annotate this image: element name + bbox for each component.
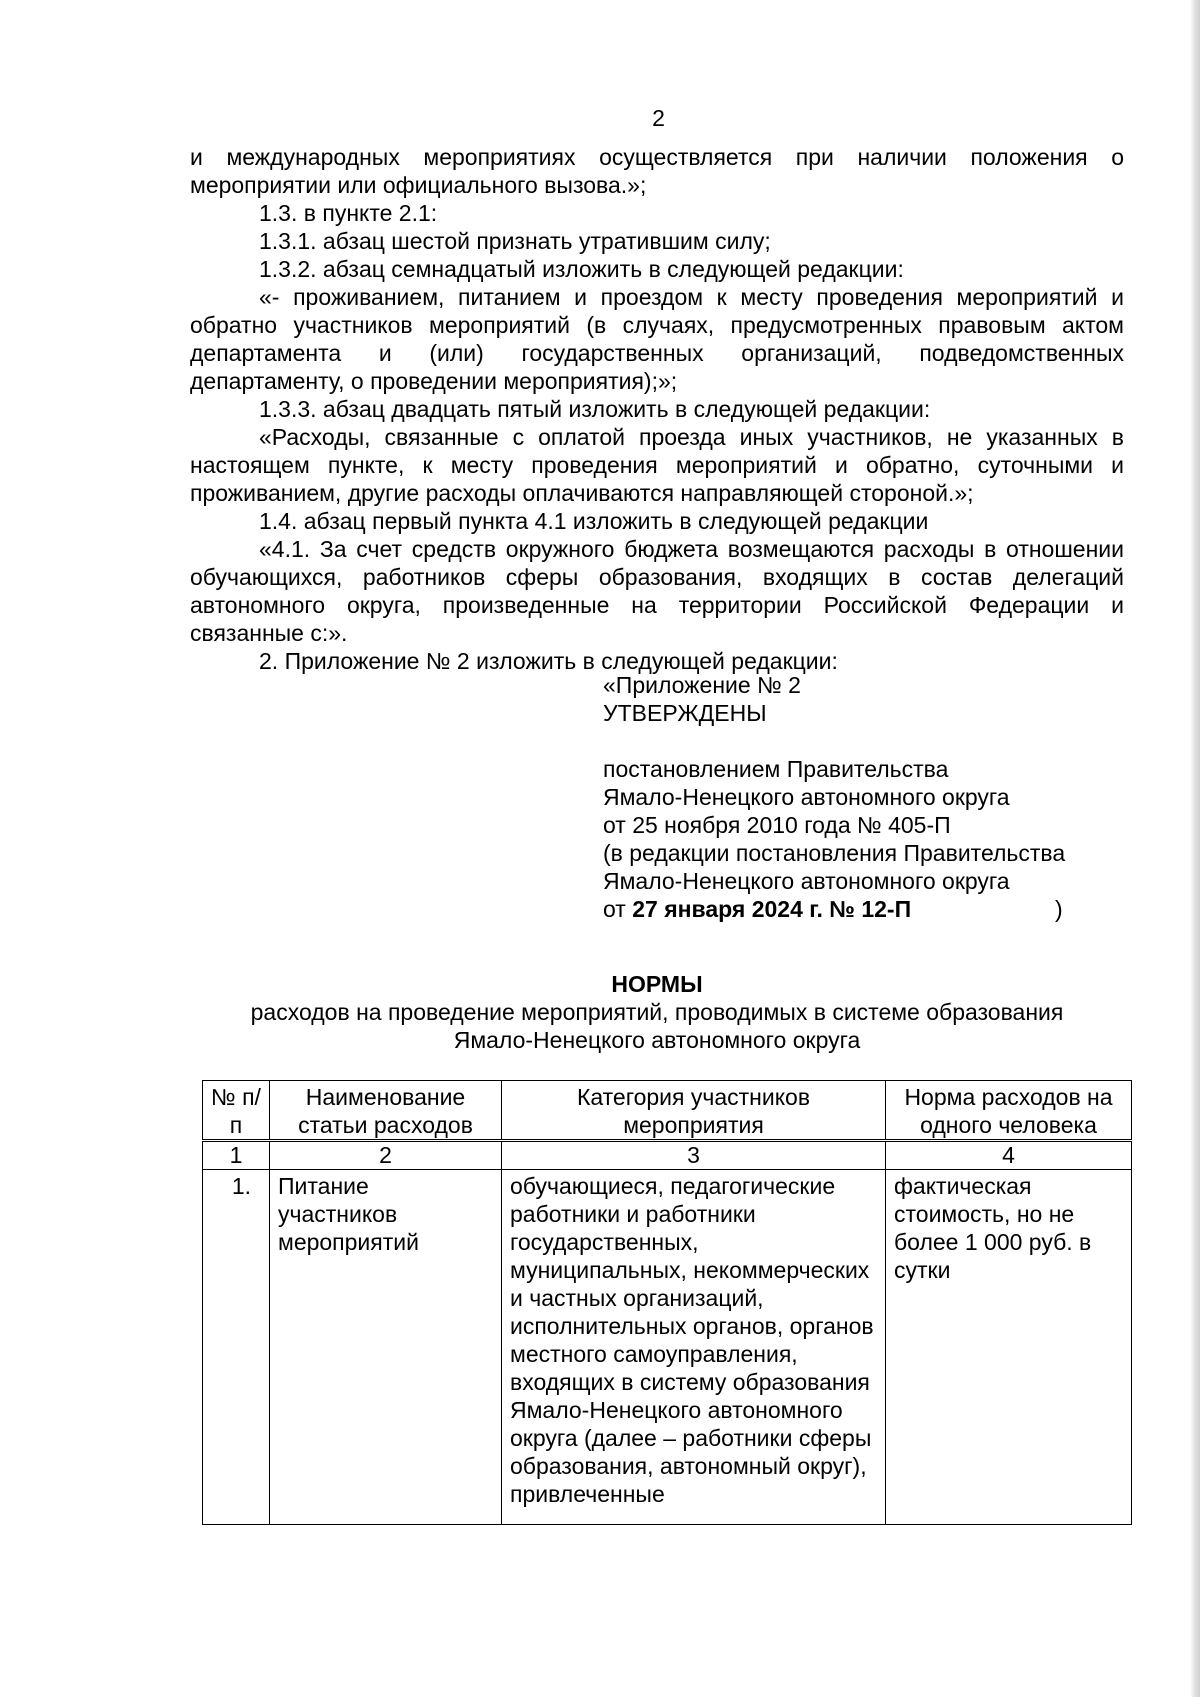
spacer: [603, 727, 1123, 755]
paragraph: «4.1. За счет средств окружного бюджета возмещаются расходы в отношении обучающихся, работников сферы образования, входящих в состав делегаций автономного округа, произведенные на территории Российской Федерации и связанные с:».: [190, 536, 1124, 646]
approval-line: постановлением Правительства: [603, 756, 949, 782]
closing-paren: ): [1055, 896, 1063, 922]
expense-norm: фактическая стоимость, но не более 1 000 руб. в сутки: [886, 1170, 1132, 1525]
column-header: № п/п: [203, 1081, 270, 1141]
document-subtitle: Ямало-Ненецкого автономного округа: [453, 1027, 861, 1053]
table-row: [203, 1170, 1132, 1525]
approval-line: Ямало-Ненецкого автономного округа: [603, 868, 1010, 894]
participant-category-text: обучающиеся, педагогические работники и работники государственных, муниципальных, некоммерческих и частных организаций, исполнительных органов, органов местного самоуправления, входящих в систему образования Ямало-Ненецкого автономного округа (далее – работники сферы образования, автономный округ), привлеченные: [510, 1173, 874, 1507]
page-number: 2: [652, 105, 665, 131]
paragraph: 1.4. абзац первый пункта 4.1 изложить в следующей редакции: [259, 508, 929, 534]
appendix-label: «Приложение № 2: [603, 672, 801, 698]
paragraph: 2. Приложение № 2 изложить в следующей редакции:: [259, 648, 838, 674]
approval-line: (в редакции постановления Правительства: [603, 840, 1066, 866]
column-number: 1: [203, 1141, 270, 1170]
column-header: Категория участников мероприятия: [502, 1081, 886, 1141]
participant-category: [502, 1170, 886, 1525]
column-header: Норма расходов на одного человека: [886, 1081, 1132, 1141]
expense-item: Питание участников мероприятий: [270, 1170, 502, 1525]
approval-stamp-block: [603, 671, 1123, 923]
body-text: [190, 143, 1124, 675]
approval-date: 27 января 2024 г. № 12-П: [632, 896, 912, 922]
column-header: Наименование статьи расходов: [270, 1081, 502, 1141]
approval-line: от 25 ноября 2010 года № 405-П: [603, 812, 951, 838]
table-header-row: [203, 1081, 1132, 1141]
norms-title-block: [190, 970, 1124, 1054]
paragraph: 1.3. в пункте 2.1:: [259, 200, 438, 226]
column-number-row: [203, 1141, 1132, 1170]
row-number: 1.: [203, 1170, 270, 1525]
document-subtitle: расходов на проведение мероприятий, проводимых в системе образования: [250, 999, 1064, 1025]
paragraph: 1.3.1. абзац шестой признать утратившим силу;: [259, 228, 771, 254]
column-number: 2: [270, 1141, 502, 1170]
paragraph: 1.3.2. абзац семнадцатый изложить в следующей редакции:: [259, 256, 904, 282]
document-title: НОРМЫ: [611, 971, 703, 997]
column-number: 3: [502, 1141, 886, 1170]
date-prefix: от: [603, 896, 626, 922]
approved-label: УТВЕРЖДЕНЫ: [603, 700, 767, 726]
norms-table: [202, 1080, 1132, 1525]
paragraph: 1.3.3. абзац двадцать пятый изложить в следующей редакции:: [259, 396, 931, 422]
approval-line: Ямало-Ненецкого автономного округа: [603, 784, 1010, 810]
paragraph: и международных мероприятиях осуществляется при наличии положения о мероприятии или официального вызова.»;: [190, 144, 1124, 198]
paragraph: «Расходы, связанные с оплатой проезда иных участников, не указанных в настоящем пункте, к месту проведения мероприятий и обратно, суточными и проживанием, другие расходы оплачиваются направляющей стороной.»;: [190, 424, 1124, 506]
paragraph: «- проживанием, питанием и проездом к месту проведения мероприятий и обратно участников мероприятий (в случаях, предусмотренных правовым актом департамента и (или) государственных организаций, подведомственных департаменту, о проведении мероприятия);»;: [190, 284, 1124, 394]
approval-date-line: [603, 895, 1123, 923]
column-number: 4: [886, 1141, 1132, 1170]
page-edge-shadow: [1190, 0, 1200, 1697]
